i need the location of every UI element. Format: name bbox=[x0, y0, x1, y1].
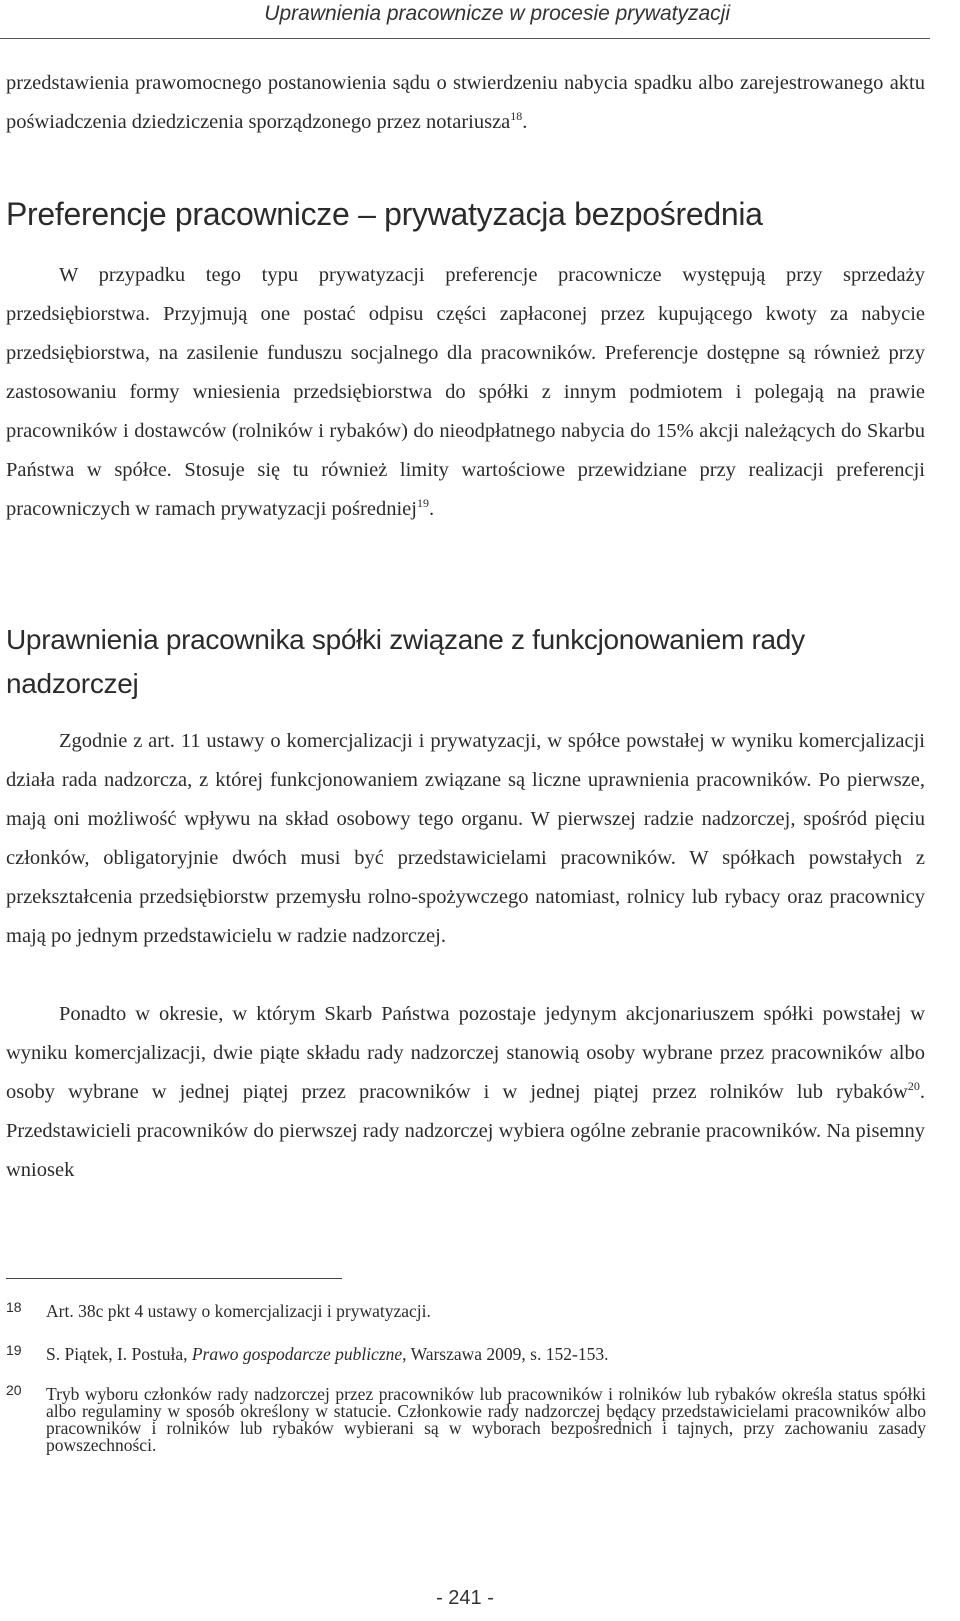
section2-paragraph-2 bbox=[6, 995, 925, 1190]
footnote-text: Tryb wyboru członków rady nadzorczej przez pracowników lub pracowników i rolników lub rybaków określa status spółki albo regulaminy w sposób określony w statucie. Członkowie rady nadzorczej będący przedstawicielami pracowników albo pracowników i rolników lub rybaków wybierani są w wyborach bezpośrednich i tajnych, przy zachowaniu zasady powszechności. bbox=[46, 1384, 926, 1455]
footnote-separator bbox=[6, 1278, 342, 1279]
intro-text: przedstawienia prawomocnego postanowienia sądu o stwierdzeniu nabycia spadku albo zarejestrowanego aktu poświadczenia dziedziczenia sporządzonego przez notariusza bbox=[6, 72, 925, 133]
footnote-cited-title: Prawo gospodarcze publiczne bbox=[191, 1344, 403, 1364]
intro-paragraph bbox=[6, 64, 925, 142]
footnote-ref-19[interactable]: 19 bbox=[416, 496, 429, 511]
footnote-ref-18[interactable]: 18 bbox=[510, 109, 523, 124]
footnote-text: Art. 38c pkt 4 ustawy o komercjalizacji i prywatyzacji. bbox=[46, 1301, 431, 1321]
section-heading-direct-privatization: Preferencje pracownicze – prywatyzacja bezpośrednia bbox=[6, 196, 763, 232]
running-header bbox=[0, 0, 930, 39]
section2-p2-text-after: . Przedstawicieli pracowników do pierwszej rady nadzorczej wybiera ogólne zebranie pracowników. Na pisemny wniosek bbox=[6, 1081, 925, 1181]
footnote-ref-20[interactable]: 20 bbox=[907, 1079, 920, 1094]
section2-paragraph-1: Zgodnie z art. 11 ustawy o komercjalizacji i prywatyzacji, w spółce powstałej w wyniku komercjalizacji działa rada nadzorcza, z której funkcjonowaniem związane są liczne uprawnienia pracowników. Po pierwsze, mają oni możliwość wpływu na skład osobowy tego organu. W pierwszej radzie nadzorczej, spośród pięciu członków, obligatoryjnie dwóch musi być przedstawicielami pracowników. W spółkach powstałych z przekształcenia przedsiębiorstw przemysłu rolno-spożywczego natomiast, rolnicy lub rybacy oraz pracownicy mają po jednym przedstawicielu w radzie nadzorczej. bbox=[6, 730, 925, 947]
footnote-number: 20 bbox=[6, 1382, 22, 1398]
footnote-author: S. Piątek, I. Postuła, bbox=[46, 1344, 192, 1364]
section1-text: W przypadku tego typu prywatyzacji preferencje pracownicze występują przy sprzedaży przedsiębiorstwa. Przyjmują one postać odpisu części zapłaconej przez kupującego kwoty za nabycie przedsiębiorstwa, na zasilenie funduszu socjalnego dla pracowników. Preferencje dostępne są również przy zastosowaniu formy wniesienia przedsiębiorstwa do spółki z innym podmiotem i polegają na prawie pracowników i dostawców (rolników i rybaków) do nieodpłatnego nabycia do 15% akcji należących do Skarbu Państwa w spółce. Stosuje się tu również limity wartościowe przewidziane przy realizacji preferencji pracowniczych w ramach prywatyzacji pośredniej bbox=[6, 264, 925, 520]
running-header-title: Uprawnienia pracownicze w procesie prywatyzacji bbox=[264, 2, 730, 25]
footnote-citation-rest: , Warszawa 2009, s. 152-153. bbox=[402, 1344, 609, 1364]
page-number: - 241 - bbox=[436, 1587, 494, 1609]
section1-paragraph bbox=[6, 256, 925, 529]
section1-end: . bbox=[428, 498, 435, 520]
intro-end: . bbox=[522, 111, 528, 133]
footnote-number: 18 bbox=[6, 1299, 22, 1315]
section2-p2-text: Ponadto w okresie, w którym Skarb Państwa pozostaje jedynym akcjonariuszem spółki powstałej w wyniku komercjalizacji, dwie piąte składu rady nadzorczej stanowią osoby wybrane przez pracowników albo osoby wybrane w jednej piątej przez pracowników i w jednej piątej przez rolników lub rybaków bbox=[6, 1003, 925, 1103]
section-heading-supervisory-board: Uprawnienia pracownika spółki związane z funkcjonowaniem rady nadzorczej bbox=[6, 624, 805, 699]
footnote-number: 19 bbox=[6, 1342, 22, 1358]
footnote-text bbox=[46, 1346, 926, 1363]
